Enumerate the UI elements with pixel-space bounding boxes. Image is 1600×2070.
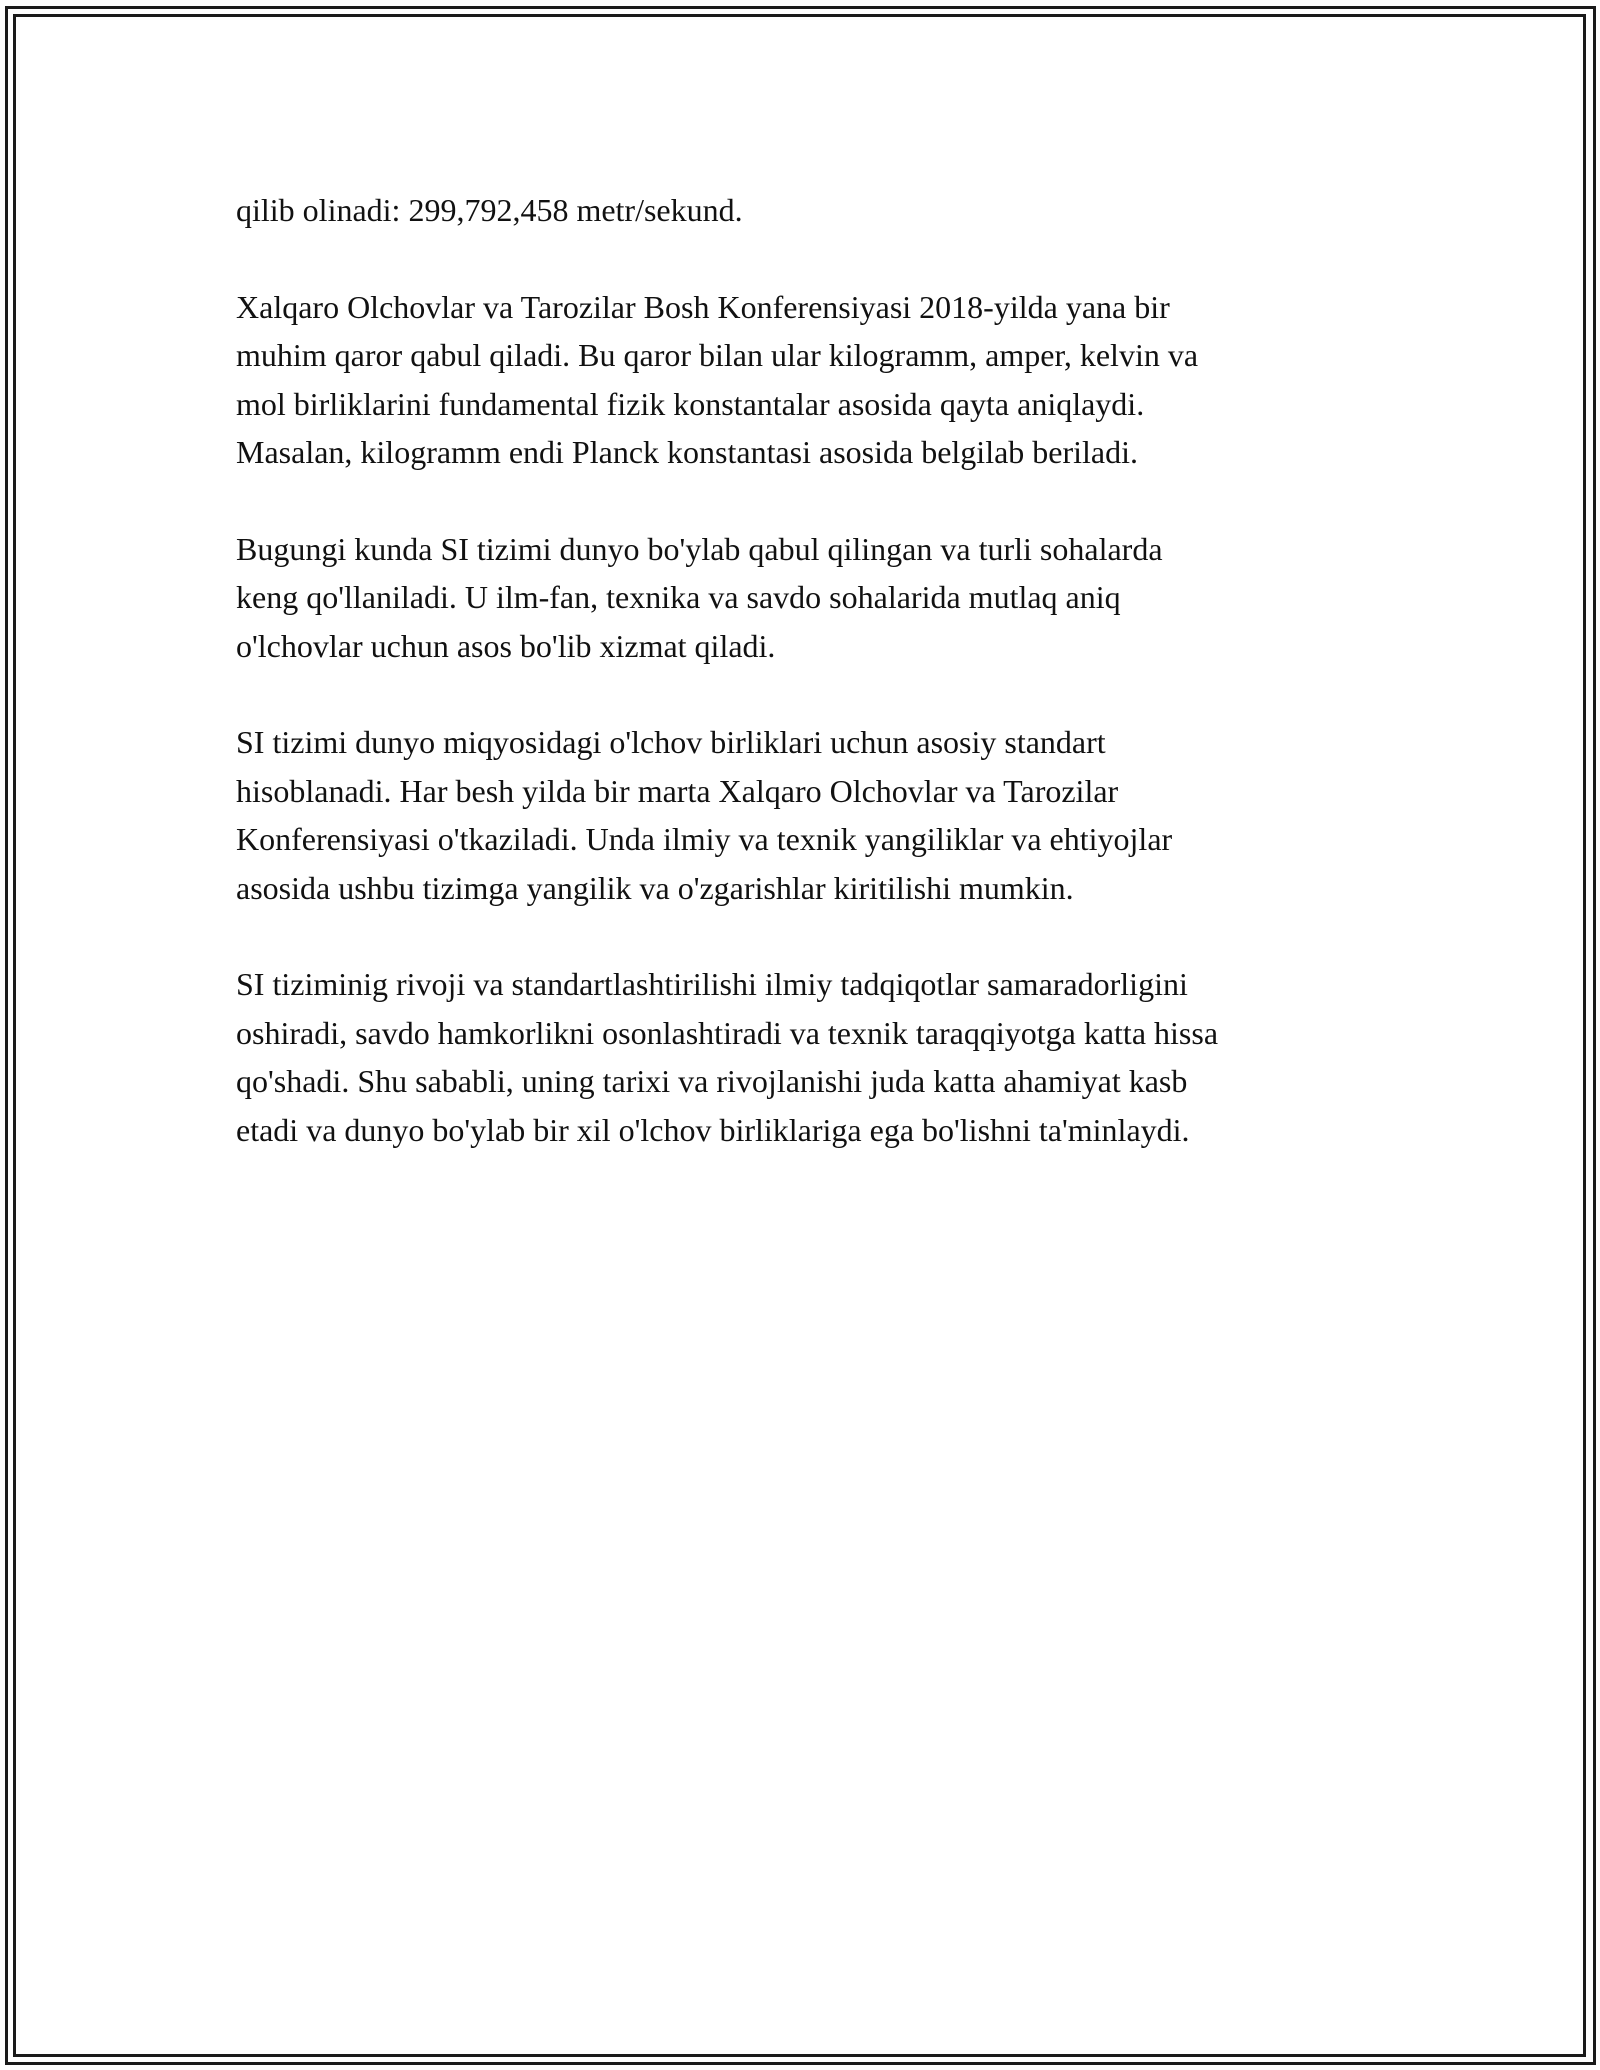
- paragraph-line: hisoblanadi. Har besh yilda bir marta Xalqaro Olchovlar va Tarozilar: [236, 772, 1119, 809]
- paragraph-1: [236, 186, 1376, 235]
- paragraph-line: SI tizimi dunyo miqyosidagi o'lchov birliklari uchun asosiy standart: [236, 724, 1106, 760]
- paragraph-line: mol birliklarini fundamental fizik konstantalar asosida qayta aniqlaydi.: [236, 385, 1145, 422]
- paragraph-line: o'lchovlar uchun asos bo'lib xizmat qiladi.: [236, 627, 776, 664]
- document-body: [236, 186, 1376, 1202]
- paragraph-line: Xalqaro Olchovlar va Tarozilar Bosh Konferensiyasi 2018-yilda yana bir: [236, 288, 1170, 325]
- paragraph-line: qo'shadi. Shu sababli, uning tarixi va rivojlanishi juda katta ahamiyat kasb: [236, 1063, 1188, 1099]
- paragraph-line: etadi va dunyo bo'ylab bir xil o'lchov birliklariga ega bo'lishni ta'minlaydi.: [236, 1111, 1190, 1148]
- paragraph-5: [236, 960, 1376, 1154]
- paragraph-line: Bugungi kunda SI tizimi dunyo bo'ylab qabul qilingan va turli sohalarda: [236, 530, 1163, 567]
- paragraph-2: [236, 283, 1376, 477]
- paragraph-line: qilib olinadi: 299,792,458 metr/sekund.: [236, 192, 743, 228]
- paragraph-line: keng qo'llaniladi. U ilm-fan, texnika va savdo sohalarida mutlaq aniq: [236, 579, 1121, 615]
- paragraph-4: [236, 718, 1376, 912]
- paragraph-3: [236, 525, 1376, 671]
- paragraph-line: Konferensiyasi o'tkaziladi. Unda ilmiy va texnik yangiliklar va ehtiyojlar: [236, 821, 1173, 857]
- paragraph-line: SI tiziminig rivoji va standartlashtirilishi ilmiy tadqiqotlar samaradorligini: [236, 966, 1188, 1002]
- paragraph-line: muhim qaror qabul qiladi. Bu qaror bilan ular kilogramm, amper, kelvin va: [236, 337, 1199, 373]
- paragraph-line: Masalan, kilogramm endi Planck konstantasi asosida belgilab beriladi.: [236, 434, 1139, 470]
- paragraph-line: asosida ushbu tizimga yangilik va o'zgarishlar kiritilishi mumkin.: [236, 869, 1074, 906]
- paragraph-line: oshiradi, savdo hamkorlikni osonlashtiradi va texnik taraqqiyotga katta hissa: [236, 1014, 1219, 1051]
